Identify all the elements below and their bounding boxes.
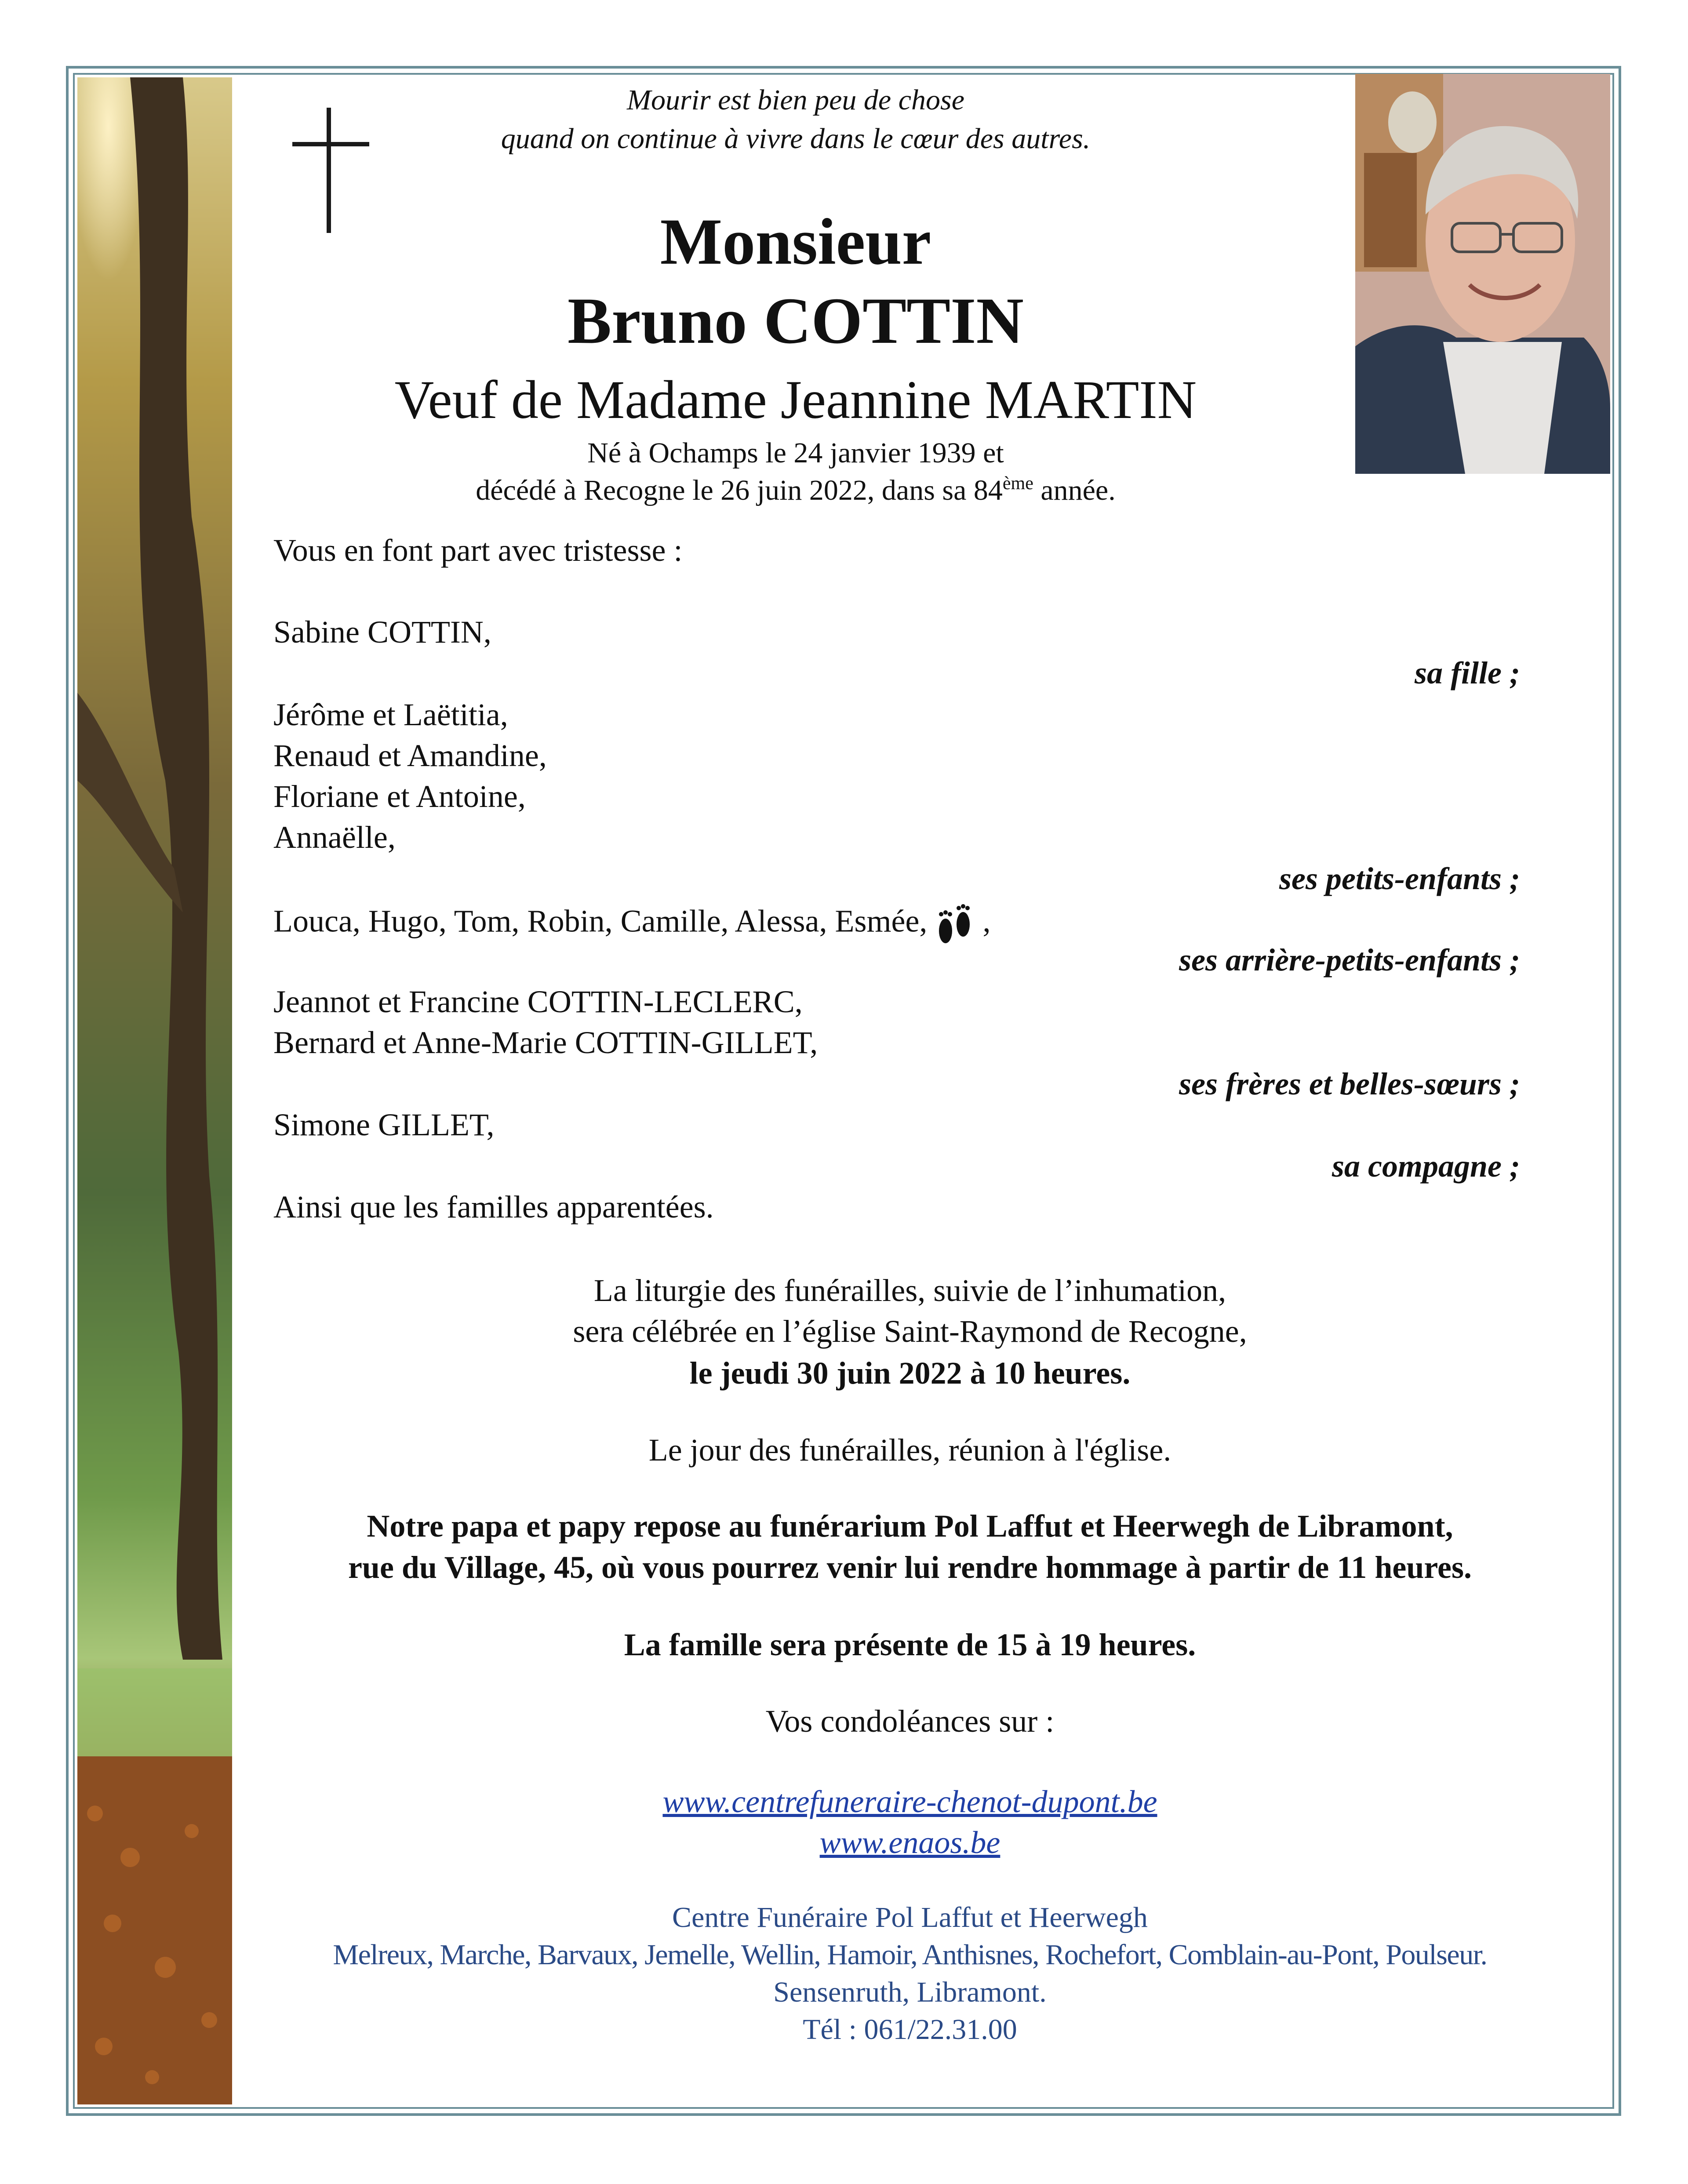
footer-locations: Melreux, Marche, Barvaux, Jemelle, Wellin, Hamoir, Anthisnes, Rochefort, Comblain-au-Pont, Poulseur.	[333, 1939, 1487, 1971]
birth-line: Né à Ochamps le 24 janvier 1939 et	[587, 437, 1004, 469]
quote-line-2: quand on continue à vivre dans le cœur des autres.	[501, 123, 1091, 155]
family-relation: sa fille ;	[1415, 655, 1520, 690]
family-presence: La famille sera présente de 15 à 19 heures.	[624, 1627, 1196, 1662]
condolences-label: Vos condoléances sur :	[765, 1704, 1055, 1739]
family-names: Annaëlle,	[273, 820, 396, 855]
ceremony-line-1: La liturgie des funérailles, suivie de l’inhumation,	[593, 1273, 1226, 1308]
deceased-name: Bruno COTTIN	[568, 284, 1024, 357]
autumn-tree-side-image	[77, 77, 232, 2104]
funerarium-line-2: rue du Village, 45, où vous pourrez venir lui rendre hommage à partir de 11 heures.	[348, 1550, 1472, 1585]
family-names: Jeannot et Francine COTTIN-LECLERC,	[273, 984, 803, 1019]
condolences-link-secondary[interactable]: www.enaos.be	[819, 1825, 1000, 1860]
family-names: Sabine COTTIN,	[273, 614, 491, 650]
death-line-suffix: année.	[1033, 474, 1116, 506]
family-relation: ses petits-enfants ;	[1279, 861, 1520, 896]
family-names: Bernard et Anne-Marie COTTIN-GILLET,	[273, 1025, 818, 1060]
ceremony-line-2: sera célébrée en l’église Saint-Raymond de Recogne,	[573, 1314, 1247, 1349]
family-names: Renaud et Amandine,	[273, 738, 547, 773]
baby-footprints-icon	[931, 900, 979, 948]
death-line-sup: ème	[1002, 473, 1033, 494]
ceremony-date: le jeudi 30 juin 2022 à 10 heures.	[689, 1355, 1131, 1391]
death-line	[246, 473, 1345, 506]
family-names: Floriane et Antoine,	[273, 779, 526, 814]
family-names	[273, 900, 990, 948]
family-relation: ses arrière-petits-enfants ;	[1179, 942, 1520, 978]
family-relation: ses frères et belles-sœurs ;	[1179, 1066, 1520, 1101]
spouse-line: Veuf de Madame Jeannine MARTIN	[394, 370, 1197, 430]
footer-company: Centre Funéraire Pol Laffut et Heerwegh	[672, 1901, 1148, 1933]
quote-line-1: Mourir est bien peu de chose	[627, 84, 964, 116]
condolences-link-row	[246, 1827, 1574, 1858]
great-grandchildren-names: Louca, Hugo, Tom, Robin, Camille, Alessa, Esmée,	[273, 903, 928, 939]
portrait-photo	[1355, 74, 1610, 474]
footer-locations-2: Sensenruth, Libramont.	[773, 1976, 1047, 2008]
family-names: Simone GILLET,	[273, 1107, 495, 1142]
death-line-text: décédé à Recogne le 26 juin 2022, dans sa 84	[476, 474, 1003, 506]
announcement-intro: Vous en font part avec tristesse :	[273, 533, 683, 568]
honorific: Monsieur	[660, 205, 931, 278]
family-names: Jérôme et Laëtitia,	[273, 697, 508, 732]
funerarium-line-1: Notre papa et papy repose au funérarium Pol Laffut et Heerwegh de Libramont,	[367, 1508, 1453, 1544]
announcement-closing: Ainsi que les familles apparentées.	[273, 1189, 714, 1225]
footer-phone: Tél : 061/22.31.00	[803, 2013, 1017, 2046]
condolences-link-row	[246, 1786, 1574, 1817]
condolences-link-primary[interactable]: www.centrefuneraire-chenot-dupont.be	[662, 1784, 1157, 1819]
family-relation: sa compagne ;	[1332, 1148, 1520, 1184]
gathering-line: Le jour des funérailles, réunion à l'église.	[648, 1432, 1171, 1468]
great-grandchildren-suffix: ,	[982, 903, 991, 939]
